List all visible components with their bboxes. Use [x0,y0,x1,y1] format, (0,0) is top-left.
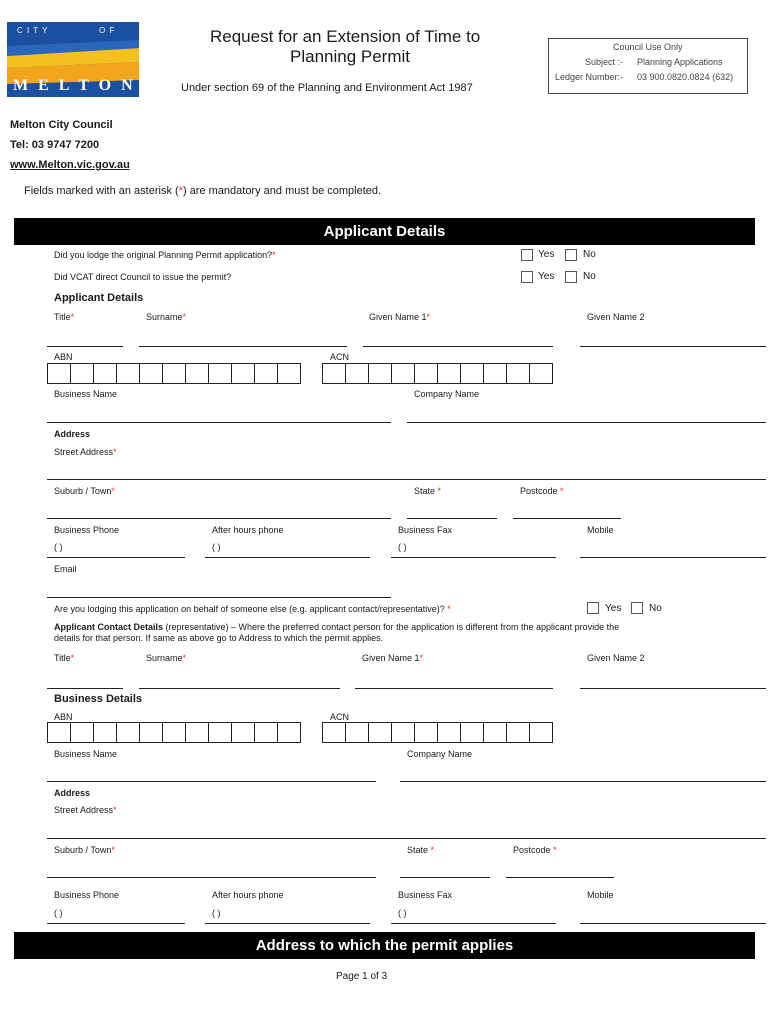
title-label: Title* [54,312,75,322]
logo-melton-text: M E L T O N [13,77,136,94]
q2-no-checkbox[interactable] [565,271,577,283]
contact-after-hours-area-code: ( ) [212,908,221,918]
surname-field[interactable] [139,346,347,347]
contact-business-name-label: Business Name [54,749,118,759]
council-name: Melton City Council [10,119,113,131]
mobile-label: Mobile [587,525,614,535]
q1-no-label: No [583,249,596,260]
contact-address-heading: Address [54,788,91,798]
contact-acn-label: ACN [330,712,350,722]
contact-business-phone-label: Business Phone [54,890,120,900]
form-title-line2: Planning Permit [290,47,411,66]
q1-yes-checkbox[interactable] [521,249,533,261]
company-name-field[interactable] [407,422,766,423]
business-phone-area-code: ( ) [54,542,63,552]
business-details-subheading: Business Details [54,693,143,705]
contact-acn-input-grid[interactable] [322,722,553,743]
business-fax-area-code: ( ) [398,542,407,552]
q1-no-checkbox[interactable] [565,249,577,261]
subject-label: Subject :- [585,57,624,67]
council-phone: Tel: 03 9747 7200 [10,139,100,151]
contact-surname-field[interactable] [139,688,340,689]
q1-yes-label: Yes [538,249,555,260]
question-on-behalf: Are you lodging this application on behalf of someone else (e.g. applicant contact/representative)? * [54,604,451,614]
contact-title-field[interactable] [47,688,123,689]
mandatory-notice: Fields marked with an asterisk (*) are mandatory and must be completed. [24,185,382,197]
acn-input-grid[interactable] [322,363,553,384]
contact-mobile-label: Mobile [587,890,614,900]
after-hours-area-code: ( ) [212,542,221,552]
contact-title-label: Title* [54,653,75,663]
contact-given-name2-field[interactable] [580,688,766,689]
contact-state-field[interactable] [400,877,490,878]
contact-company-name-label: Company Name [407,749,473,759]
email-field[interactable] [47,597,391,598]
q3-yes-checkbox[interactable] [587,602,599,614]
state-field[interactable] [407,518,497,519]
q2-yes-label: Yes [538,271,555,282]
given-name1-field[interactable] [363,346,553,347]
state-label: State * [414,486,442,496]
after-hours-phone-field[interactable] [205,557,370,558]
section-permit-address-header: Address to which the permit applies [14,932,755,959]
business-phone-label: Business Phone [54,525,120,535]
given-name1-label: Given Name 1* [369,312,431,322]
logo-of-text: O F [99,26,116,35]
contact-street-address-label: Street Address* [54,805,117,815]
business-phone-field[interactable] [47,557,185,558]
q3-no-label: No [649,603,662,614]
ledger-value: 03 900.0820.0824 (632) [637,72,734,82]
suburb-field[interactable] [47,518,391,519]
form-subtitle: Under section 69 of the Planning and Environment Act 1987 [181,82,473,94]
contact-business-phone-field[interactable] [47,923,185,924]
postcode-label: Postcode * [520,486,564,496]
logo-city-text: C I T Y [17,26,49,35]
suburb-label: Suburb / Town* [54,486,115,496]
contact-business-fax-label: Business Fax [398,890,453,900]
council-use-box [548,38,748,94]
council-use-heading: Council Use Only [613,42,683,52]
ledger-label: Ledger Number:- [555,72,624,82]
question-original-lodged: Did you lodge the original Planning Permit application?* [54,250,276,260]
business-name-label: Business Name [54,389,118,399]
q3-yes-label: Yes [605,603,622,614]
given-name2-label: Given Name 2 [587,312,645,322]
abn-label: ABN [54,352,73,362]
council-website-link[interactable]: www.Melton.vic.gov.au [10,159,130,171]
contact-company-name-field[interactable] [400,781,766,782]
contact-after-hours-phone-field[interactable] [205,923,370,924]
business-fax-field[interactable] [391,557,556,558]
contact-after-hours-phone-label: After hours phone [212,890,284,900]
contact-business-fax-area-code: ( ) [398,908,407,918]
question-vcat-direct: Did VCAT direct Council to issue the permit? [54,272,232,282]
contact-mobile-field[interactable] [580,923,766,924]
q2-yes-checkbox[interactable] [521,271,533,283]
q3-no-checkbox[interactable] [631,602,643,614]
section-applicant-details-header: Applicant Details [14,218,755,245]
business-fax-label: Business Fax [398,525,453,535]
mobile-field[interactable] [580,557,766,558]
contact-given-name2-label: Given Name 2 [587,653,645,663]
contact-postcode-label: Postcode * [513,845,557,855]
abn-input-grid[interactable] [47,363,301,384]
melton-logo [7,22,139,97]
after-hours-phone-label: After hours phone [212,525,284,535]
applicant-details-subheading: Applicant Details [54,292,144,304]
contact-business-phone-area-code: ( ) [54,908,63,918]
business-name-field[interactable] [47,422,391,423]
subject-value: Planning Applications [637,57,723,67]
contact-given-name1-field[interactable] [355,688,553,689]
contact-suburb-label: Suburb / Town* [54,845,115,855]
form-title-line1: Request for an Extension of Time to [210,27,481,46]
q2-no-label: No [583,271,596,282]
contact-postcode-field[interactable] [506,877,614,878]
contact-state-label: State * [407,845,435,855]
street-address-field[interactable] [47,479,766,480]
contact-business-name-field[interactable] [47,781,376,782]
contact-abn-label: ABN [54,712,73,722]
title-field[interactable] [47,346,123,347]
contact-abn-input-grid[interactable] [47,722,301,743]
contact-business-fax-field[interactable] [391,923,556,924]
email-label: Email [54,564,77,574]
page-number: Page 1 of 3 [336,971,388,982]
company-name-label: Company Name [414,389,480,399]
applicant-contact-details-text2: details for that person. If same as above go to Address to which the permit applies. [54,633,384,643]
contact-street-address-field[interactable] [47,838,766,839]
contact-suburb-field[interactable] [47,877,376,878]
given-name2-field[interactable] [580,346,766,347]
surname-label: Surname* [146,312,187,322]
acn-label: ACN [330,352,350,362]
street-address-label: Street Address* [54,447,117,457]
address-heading: Address [54,429,91,439]
postcode-field[interactable] [513,518,621,519]
contact-surname-label: Surname* [146,653,187,663]
contact-given-name1-label: Given Name 1* [362,653,424,663]
applicant-contact-details-text: Applicant Contact Details (representative) – Where the preferred contact person for the application is different from the applicant provide the [54,622,620,632]
